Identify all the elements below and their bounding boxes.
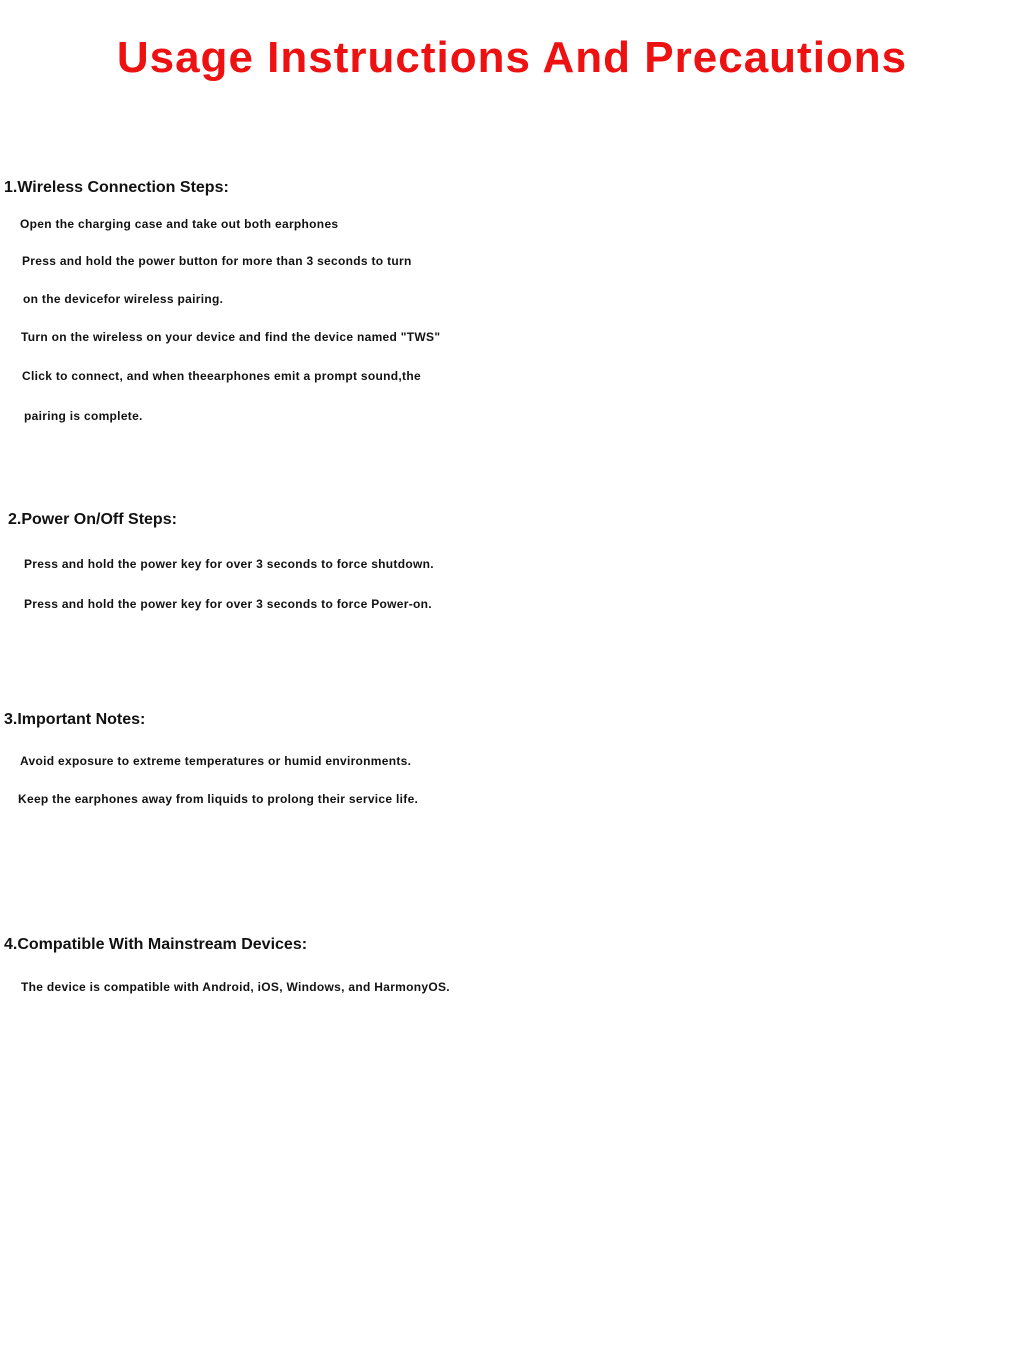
section-heading: 3.Important Notes: xyxy=(4,711,146,728)
section-line: The device is compatible with Android, iOS, Windows, and HarmonyOS. xyxy=(21,980,450,994)
section-line: Avoid exposure to extreme temperatures or humid environments. xyxy=(20,754,412,768)
section-line: on the devicefor wireless pairing. xyxy=(23,292,224,306)
section-heading: 4.Compatible With Mainstream Devices: xyxy=(4,936,308,953)
section-line: Keep the earphones away from liquids to prolong their service life. xyxy=(18,792,419,806)
section-wireless-connection xyxy=(0,168,1024,436)
section-line: pairing is complete. xyxy=(24,409,143,423)
section-line: Press and hold the power key for over 3 seconds to force shutdown. xyxy=(24,557,434,571)
section-power-on-off xyxy=(0,500,1024,624)
section-line: Click to connect, and when theearphones emit a prompt sound,the xyxy=(22,369,421,383)
section-line: Press and hold the power key for over 3 seconds to force Power-on. xyxy=(24,597,432,611)
page-title: Usage Instructions And Precautions xyxy=(116,33,908,82)
section-line: Press and hold the power button for more than 3 seconds to turn xyxy=(22,254,412,268)
section-heading: 1.Wireless Connection Steps: xyxy=(4,179,229,196)
section-important-notes xyxy=(0,700,1024,818)
section-line: Open the charging case and take out both earphones xyxy=(20,217,339,231)
section-line: Turn on the wireless on your device and find the device named "TWS" xyxy=(21,330,441,344)
section-heading: 2.Power On/Off Steps: xyxy=(8,511,177,528)
section-compatible-devices xyxy=(0,925,1024,1009)
